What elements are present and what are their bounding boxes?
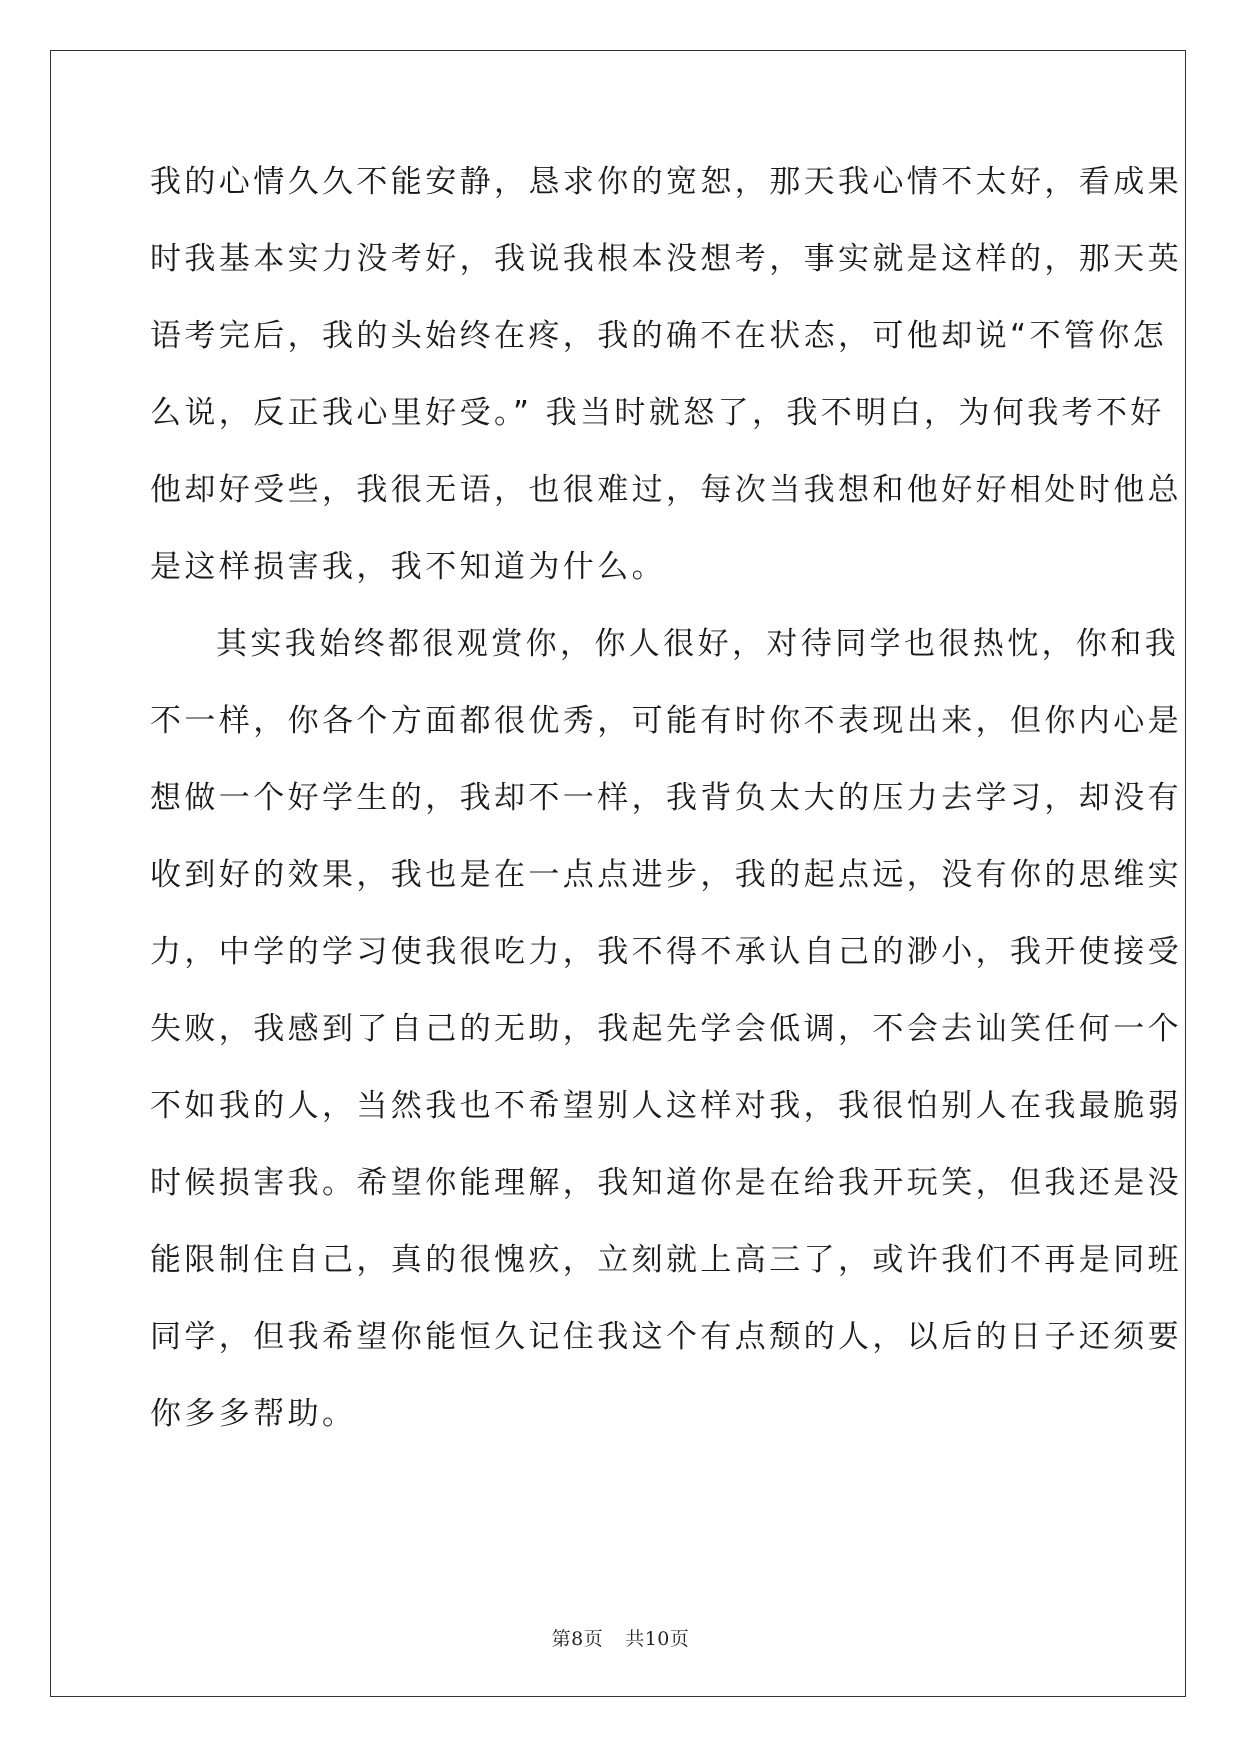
- text-line: 语考完后，我的头始终在疼，我的确不在状态，可他却说“不管你怎: [150, 318, 1168, 354]
- text-line: 我的心情久久不能安静，恳求你的宽恕，那天我心情不太好，看成果: [150, 164, 1182, 200]
- text-line: 时候损害我。希望你能理解，我知道你是在给我开玩笑，但我还是没: [150, 1165, 1182, 1201]
- document-body: [150, 158, 1182, 1467]
- text-line: 是这样损害我，我不知道为什么。: [150, 549, 666, 585]
- text-line: 同学，但我希望你能恒久记住我这个有点颓的人，以后的日子还须要: [150, 1319, 1182, 1355]
- text-line: 你多多帮助。: [150, 1396, 357, 1432]
- text-line: 能限制住自己，真的很愧疚，立刻就上高三了，或许我们不再是同班: [150, 1242, 1182, 1278]
- text-line: 时我基本实力没考好，我说我根本没想考，事实就是这样的，那天英: [150, 241, 1182, 277]
- text-line: 其实我始终都很观赏你，你人很好，对待同学也很热忱，你和我: [216, 626, 1180, 662]
- page-number: 第8页: [551, 1628, 604, 1650]
- page-total: 共10页: [625, 1628, 690, 1650]
- page-footer: [0, 1624, 1241, 1651]
- paragraph-1: [150, 158, 1182, 620]
- text-line: 失败，我感到了自己的无助，我起先学会低调，不会去讪笑任何一个: [150, 1011, 1182, 1047]
- paragraph-2: [150, 620, 1182, 1467]
- text-line: 么说，反正我心里好受。” 我当时就怒了，我不明白，为何我考不好: [150, 395, 1165, 431]
- text-line: 力，中学的学习使我很吃力，我不得不承认自己的渺小，我开使接受: [150, 934, 1182, 970]
- text-line: 不一样，你各个方面都很优秀，可能有时你不表现出来，但你内心是: [150, 703, 1182, 739]
- text-line: 想做一个好学生的，我却不一样，我背负太大的压力去学习，却没有: [150, 780, 1182, 816]
- text-line: 他却好受些，我很无语，也很难过，每次当我想和他好好相处时他总: [150, 472, 1182, 508]
- text-line: 不如我的人，当然我也不希望别人这样对我，我很怕别人在我最脆弱: [150, 1088, 1182, 1124]
- text-line: 收到好的效果，我也是在一点点进步，我的起点远，没有你的思维实: [150, 857, 1182, 893]
